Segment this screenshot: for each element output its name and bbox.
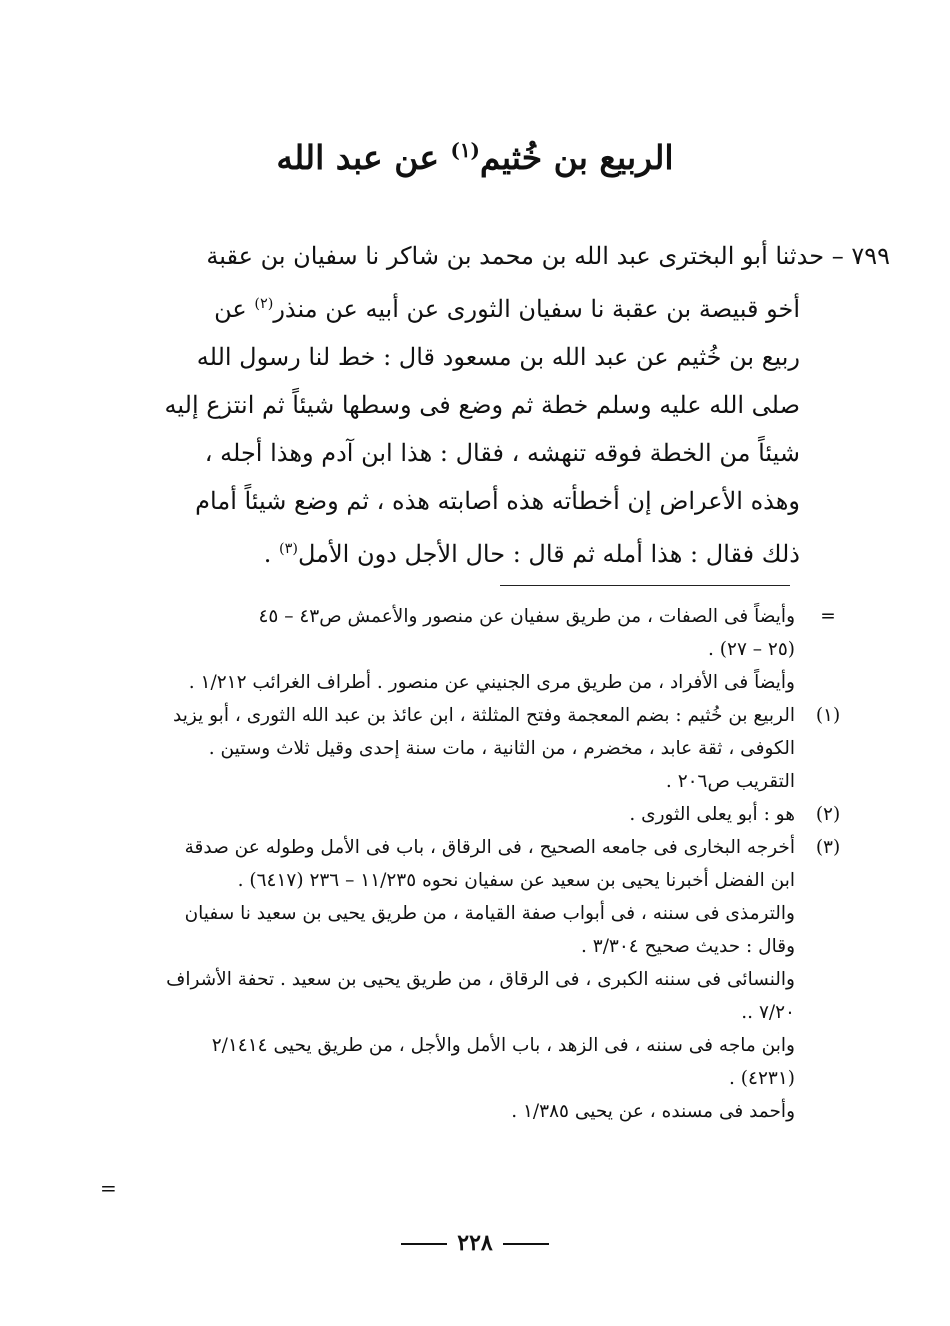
footnote-1-mark: (١) [815,705,841,726]
title-text-after: عن عبد الله [276,138,451,177]
hadith-number: ٧٩٩ – [831,242,890,270]
footnote-1: (١) الربيع بن خُثيم : بضم المعجمة وفتح المثلثة ، ابن عائذ بن عبد الله الثورى ، أبو يزيد [105,699,795,732]
hadith-line-4: صلى الله عليه وسلم خطة ثم وضع فى وسطها شيئاً ثم انتزع إليه [164,391,800,419]
hadith-line-5: شيئاً من الخطة فوقه تنهشه ، فقال : هذا ابن آدم وهذا أجله ، [204,439,800,467]
hadith-line-7: ذلك فقال : هذا أمله ثم قال : حال الأجل دون الأمل$^{(٣)}$ . [263,540,800,568]
continued-mark: = [100,1176,117,1200]
hadith-line-3: ربيع بن خُثيم عن عبد الله بن مسعود قال : خط لنا رسول الله [196,343,800,371]
page-number: ٢٢٨ [0,1230,950,1256]
footnote-2-mark: (٢) [815,804,841,825]
footnote-ref-2: (٢) [254,296,274,312]
page-title [0,138,950,177]
footnote-3-mark: (٣) [815,837,841,858]
hadith-line-1: ٧٩٩ – حدثنا أبو البخترى عبد الله بن محمد بن شاكر نا سفيان بن عقبة [206,242,890,270]
hadith-line-2: أخو قبيصة بن عقبة نا سفيان الثورى عن أبيه عن منذر$^{(٢)}$ عن [214,295,800,323]
continuation-mark: = [820,606,836,627]
footnote-ref-3: (٣) [278,541,298,557]
footnote-continuation: = وأيضاً فى الصفات ، من طريق سفيان عن منصور والأعمش ص٤٣ – ٤٥ [105,600,795,633]
title-text-before: الربيع بن خُثيم [479,138,674,177]
hadith-line-6: وهذه الأعراض إن أخطأته هذه أصابته هذه ، ثم وضع شيئاً أمام [195,487,800,515]
footnote-2: (٢) هو : أبو يعلى الثورى . [105,798,795,831]
footnotes: = وأيضاً فى الصفات ، من طريق سفيان عن منصور والأعمش ص٤٣ – ٤٥ (٢٥ – ٢٧) . وأيضاً فى الأفراد ، من طريق مرى الجنيني عن منصور . أطراف الغرائب ١/٢١٢ . (١) الربيع بن خُثيم : بضم المعجمة وفتح المثلثة ، ابن عائذ بن عبد الله الثورى ، أبو يزيد الكوفى ، ثقة عابد ، مخضرم ، من الثانية ، مات سنة إحدى وقيل ثلاث وستين . التقريب ص٢٠٦ . (٢) هو : أبو يعلى الثورى . (٣) أخرجه البخارى فى جامعه الصحيح ، فى الرقاق ، باب فى الأمل وطوله عن صدقة ابن الفضل أخبرنا يحيى بن سعيد عن سفيان نحوه ١١/٢٣٥ – ٢٣٦ (٦٤١٧) . والترمذى فى سننه ، فى أبواب صفة القيامة ، من طريق يحيى بن سعيد نا سفيان وقال : حديث صحيح ٣/٣٠٤ . والنسائى فى سننه الكبرى ، فى الرقاق ، من طريق يحيى بن سعيد . تحفة الأشراف ٧/٢٠ .. وابن ماجه فى سننه ، فى الزهد ، باب الأمل والأجل ، من طريق يحيى ٢/١٤١٤ (٤٢٣١) . وأحمد فى مسنده ، عن يحيى ١/٣٨٥ . [105,600,795,1128]
footnote-separator [500,585,790,586]
hadith-text [100,232,890,578]
footnote-3: (٣) أخرجه البخارى فى جامعه الصحيح ، فى الرقاق ، باب فى الأمل وطوله عن صدقة [105,831,795,864]
title-footnote-mark: (١) [450,138,480,162]
